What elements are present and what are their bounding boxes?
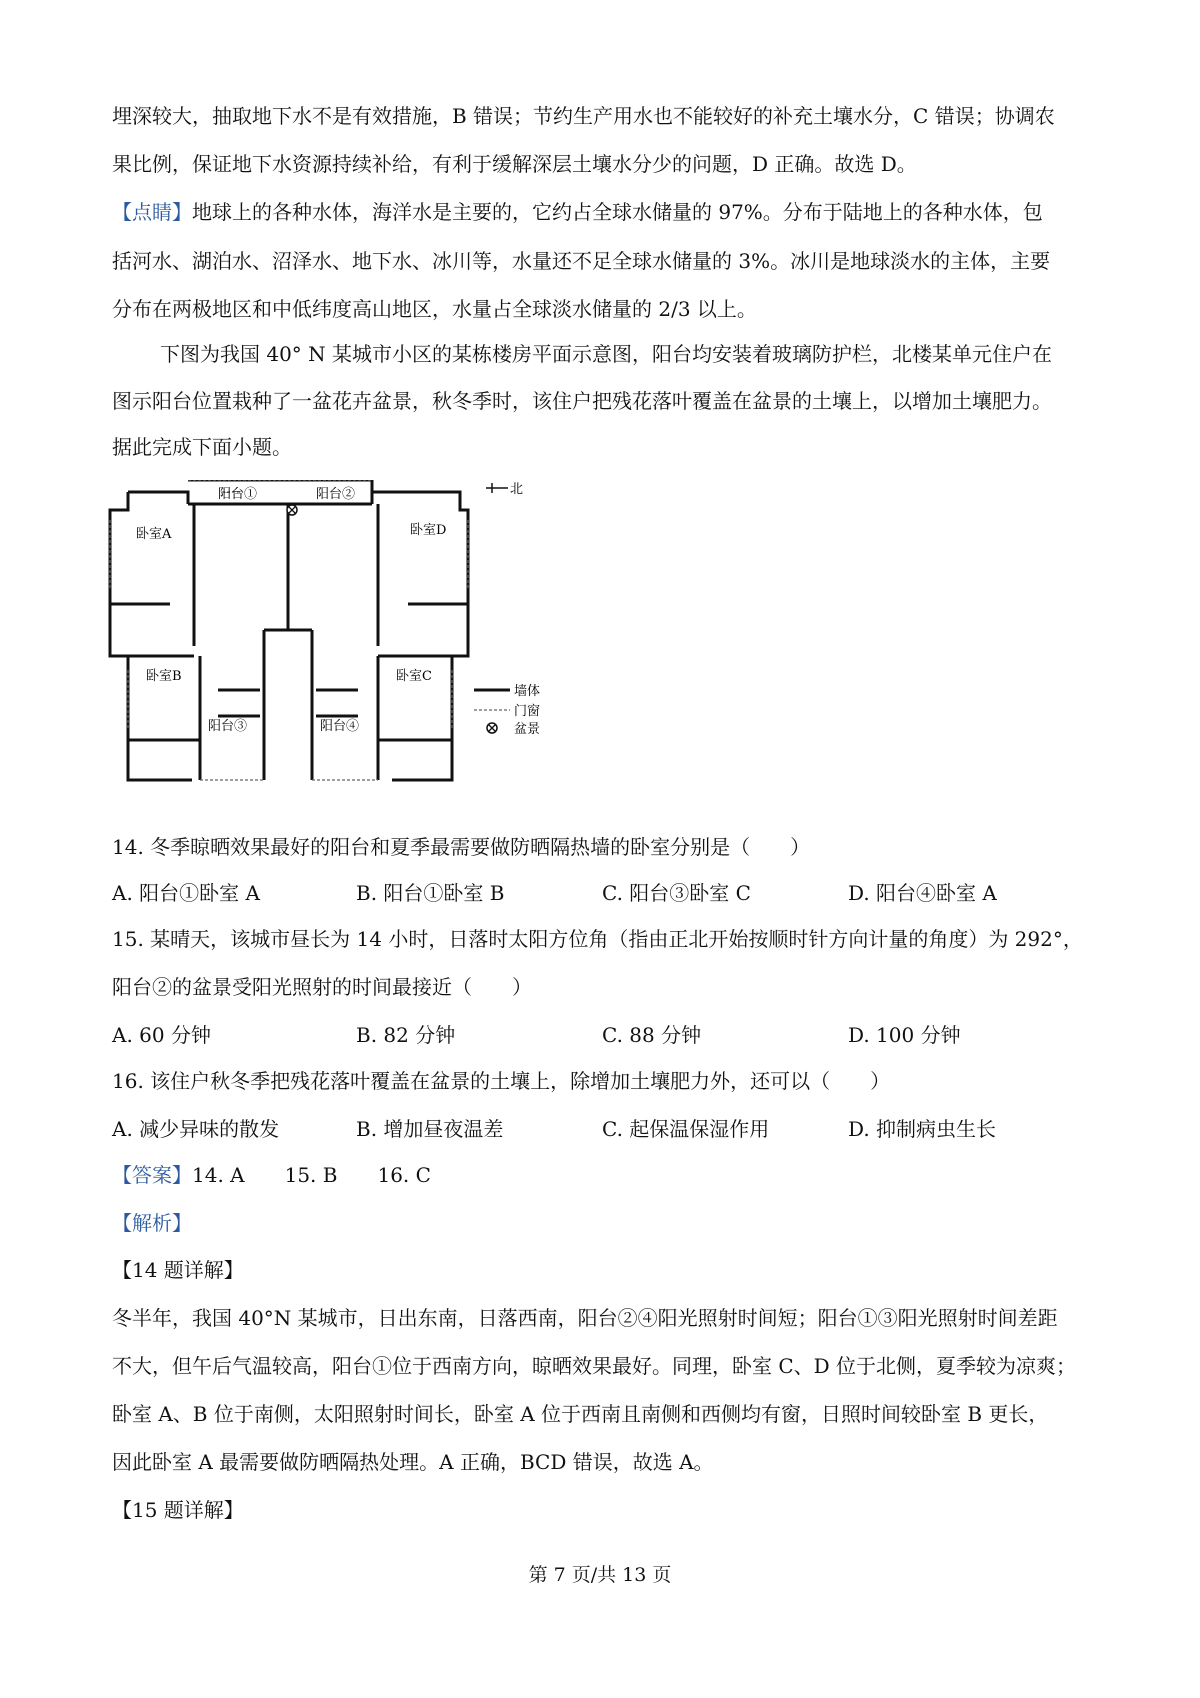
q16-option-c: C. 起保温保湿作用 [602,1117,770,1141]
answer-14: 14. A [192,1163,245,1187]
label-bedroom-b: 卧室B [146,669,182,684]
label-bedroom-d: 卧室D [410,523,447,538]
q16-option-b: B. 增加昼夜温差 [356,1117,504,1141]
legend-window: 门窗 [514,704,541,719]
detail-14-line: 不大，但午后气温较高，阳台①位于西南方向，晾晒效果最好。同理，卧室 C、D 位于北侧，夏季较为凉爽； [112,1354,1077,1378]
answer-label: 【答案】 [112,1163,192,1187]
answer-line [112,1161,431,1189]
q15-option-b: B. 82 分钟 [356,1023,456,1047]
q15-option-d: D. 100 分钟 [848,1023,961,1047]
answer-16: 16. C [377,1163,431,1187]
q14-option-b: B. 阳台①卧室 B [356,881,505,905]
plant-icon [287,505,297,515]
analysis-label: 【解析】 [112,1211,192,1235]
q14-option-a: A. 阳台①卧室 A [112,881,260,905]
label-bedroom-a: 卧室A [136,527,172,542]
paragraph-line: 埋深较大，抽取地下水不是有效措施，B 错误；节约生产用水也不能较好的补充土壤水分，C 错误；协调农 [112,104,1055,128]
legend-plant: 盆景 [514,722,541,737]
floor-plan-diagram [100,480,620,800]
page-footer: 第 7 页/共 13 页 [528,1564,672,1586]
tip-text: 地球上的各种水体，海洋水是主要的，它约占全球水储量的 97%。分布于陆地上的各种水体，包 [192,200,1043,224]
q14-option-c: C. 阳台③卧室 C [602,881,751,905]
detail-14-line: 因此卧室 A 最需要做防晒隔热处理。A 正确，BCD 错误，故选 A。 [112,1450,714,1474]
intro-line: 下图为我国 40° N 某城市小区的某栋楼房平面示意图，阳台均安装着玻璃防护栏，北楼某单元住户在 [160,342,1053,366]
detail-15-label: 【15 题详解】 [112,1498,244,1522]
tip-label: 【点睛】 [112,200,192,224]
detail-14-line: 卧室 A、B 位于南侧，太阳照射时间长，卧室 A 位于西南且南侧和西侧均有窗，日照时间较卧室 B 更长， [112,1402,1049,1426]
q14-option-d: D. 阳台④卧室 A [848,881,997,905]
detail-14-label: 【14 题详解】 [112,1258,244,1282]
paragraph-line: 分布在两极地区和中低纬度高山地区，水量占全球淡水储量的 2/3 以上。 [112,297,757,321]
detail-14-line: 冬半年，我国 40°N 某城市，日出东南，日落西南，阳台②④阳光照射时间短；阳台①③阳光照射时间差距 [112,1306,1058,1330]
label-balcony-4: 阳台④ [320,719,360,734]
q16-option-d: D. 抑制病虫生长 [848,1117,997,1141]
question-15-stem: 15. 某晴天，该城市昼长为 14 小时，日落时太阳方位角（指由正北开始按顺时针方向计量的角度）为 292°， [112,927,1083,951]
paragraph-line: 括河水、湖泊水、沼泽水、地下水、冰川等，水量还不足全球水储量的 3%。冰川是地球淡水的主体，主要 [112,249,1051,273]
label-balcony-3: 阳台③ [208,719,248,734]
label-bedroom-c: 卧室C [396,669,432,684]
north-arrow-icon [486,483,508,493]
intro-line: 图示阳台位置栽种了一盆花卉盆景，秋冬季时，该住户把残花落叶覆盖在盆景的土壤上，以增加土壤肥力。 [112,389,1052,413]
label-balcony-1: 阳台① [218,487,258,502]
answer-15: 15. B [284,1163,338,1187]
q16-option-a: A. 减少异味的散发 [112,1117,280,1141]
question-15-stem-2: 阳台②的盆景受阳光照射的时间最接近（ ） [112,975,532,999]
q15-option-a: A. 60 分钟 [112,1023,211,1047]
tip-line [112,198,1043,226]
question-14-stem: 14. 冬季晾晒效果最好的阳台和夏季最需要做防晒隔热墙的卧室分别是（ ） [112,835,811,859]
intro-line: 据此完成下面小题。 [112,435,292,459]
question-16-stem: 16. 该住户秋冬季把残花落叶覆盖在盆景的土壤上，除增加土壤肥力外，还可以（ ） [112,1069,891,1093]
label-north: 北 [510,482,524,497]
q15-option-c: C. 88 分钟 [602,1023,702,1047]
legend-wall: 墙体 [514,684,541,699]
legend [474,683,540,737]
label-balcony-2: 阳台② [316,487,356,502]
paragraph-line: 果比例，保证地下水资源持续补给，有利于缓解深层土壤水分少的问题，D 正确。故选 D。 [112,152,917,176]
